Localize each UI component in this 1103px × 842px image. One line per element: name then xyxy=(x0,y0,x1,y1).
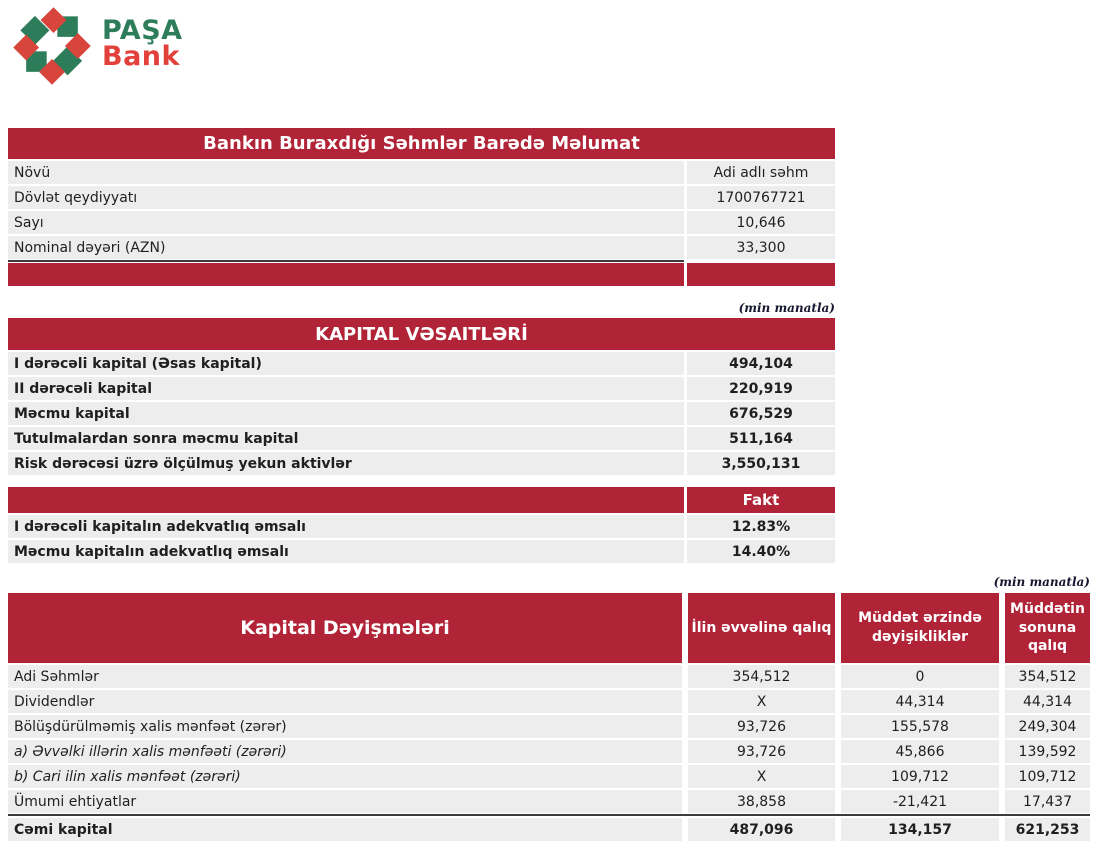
table-row xyxy=(8,790,1090,813)
row-label: II dərəcəli kapital xyxy=(8,377,684,400)
row-value: 220,919 xyxy=(687,377,835,400)
row-label: Ümumi ehtiyatlar xyxy=(8,790,682,813)
row-label: Növü xyxy=(8,161,684,184)
row-value: 93,726 xyxy=(688,740,835,763)
table-row xyxy=(8,452,835,475)
row-label: Sayı xyxy=(8,211,684,234)
table-row xyxy=(8,740,1090,763)
column-header-closing-balance: Müddətin sonuna qalıq xyxy=(1005,593,1090,663)
shares-info-divider xyxy=(8,260,835,262)
pasha-bank-logo-icon xyxy=(14,8,90,84)
row-value: 17,437 xyxy=(1005,790,1090,813)
row-label: Məcmu kapital xyxy=(8,402,684,425)
table-row xyxy=(8,186,835,209)
row-label: I dərəcəli kapital (Əsas kapital) xyxy=(8,352,684,375)
pasha-bank-wordmark xyxy=(102,8,183,71)
row-value: 109,712 xyxy=(841,765,999,788)
row-value: 3,550,131 xyxy=(687,452,835,475)
logo-word-bank: Bank xyxy=(102,41,180,73)
table-row xyxy=(8,236,835,259)
pasha-bank-logo xyxy=(14,8,1103,88)
row-value: 10,646 xyxy=(687,211,835,234)
row-value: X xyxy=(688,765,835,788)
row-value: 109,712 xyxy=(1005,765,1090,788)
row-label: I dərəcəli kapitalın adekvatlıq əmsalı xyxy=(8,515,684,538)
row-value: 33,300 xyxy=(687,236,835,259)
row-value: Adi adlı səhm xyxy=(687,161,835,184)
adequacy-ratios-header xyxy=(8,487,835,513)
capital-changes-table xyxy=(8,593,1090,842)
footer-bar-right xyxy=(687,263,835,286)
row-label: Cəmi kapital xyxy=(8,818,682,841)
shares-info-footer-bar xyxy=(8,263,835,286)
logo-word-pasha: PAŞA xyxy=(102,15,183,46)
row-value: 494,104 xyxy=(687,352,835,375)
table-row xyxy=(8,427,835,450)
row-label: Nominal dəyəri (AZN) xyxy=(8,236,684,259)
row-value: -21,421 xyxy=(841,790,999,813)
table-row xyxy=(8,515,835,538)
row-value: 14.40% xyxy=(687,540,835,563)
row-value: X xyxy=(688,690,835,713)
row-value: 487,096 xyxy=(688,818,835,841)
row-value: 511,164 xyxy=(687,427,835,450)
row-label: Məcmu kapitalın adekvatlıq əmsalı xyxy=(8,540,684,563)
capital-changes-title: Kapital Dəyişmələri xyxy=(8,593,682,663)
table-row xyxy=(8,352,835,375)
capital-resources-rows xyxy=(8,352,835,475)
capital-resources-title: KAPITAL VƏSAITLƏRİ xyxy=(8,318,835,350)
row-value: 0 xyxy=(841,665,999,688)
shares-info-rows xyxy=(8,161,835,259)
shares-info-table xyxy=(8,128,835,286)
units-note-1: (min manatla) xyxy=(738,301,835,315)
table-row xyxy=(8,540,835,563)
header-empty-cell xyxy=(8,487,684,513)
table-row xyxy=(8,765,1090,788)
capital-resources-table xyxy=(8,318,835,475)
shares-info-title: Bankın Buraxdığı Səhmlər Barədə Məlumat xyxy=(8,128,835,159)
footer-bar-left xyxy=(8,263,684,286)
table-row xyxy=(8,665,1090,688)
table-row xyxy=(8,161,835,184)
table-row xyxy=(8,818,1090,841)
row-value: 44,314 xyxy=(1005,690,1090,713)
row-value: 354,512 xyxy=(1005,665,1090,688)
row-label: b) Cari ilin xalis mənfəət (zərəri) xyxy=(8,765,682,788)
row-value: 45,866 xyxy=(841,740,999,763)
row-label: Adi Səhmlər xyxy=(8,665,682,688)
row-label: Tutulmalardan sonra məcmu kapital xyxy=(8,427,684,450)
row-value: 44,314 xyxy=(841,690,999,713)
row-value: 93,726 xyxy=(688,715,835,738)
row-label: a) Əvvəlki illərin xalis mənfəəti (zərəri) xyxy=(8,740,682,763)
row-label: Dividendlər xyxy=(8,690,682,713)
row-value: 155,578 xyxy=(841,715,999,738)
table-row xyxy=(8,402,835,425)
adequacy-ratios-table xyxy=(8,487,835,563)
capital-changes-header xyxy=(8,593,1090,663)
table-row xyxy=(8,377,835,400)
column-header-opening-balance: İlin əvvəlinə qalıq xyxy=(688,593,835,663)
row-value: 676,529 xyxy=(687,402,835,425)
row-label: Risk dərəcəsi üzrə ölçülmuş yekun aktivlər xyxy=(8,452,684,475)
table-row xyxy=(8,715,1090,738)
column-header-period-changes: Müddət ərzində dəyişikliklər xyxy=(841,593,999,663)
total-divider xyxy=(8,814,1090,816)
row-value: 621,253 xyxy=(1005,818,1090,841)
fakt-column-header: Fakt xyxy=(687,487,835,513)
capital-changes-rows xyxy=(8,665,1090,841)
row-value: 12.83% xyxy=(687,515,835,538)
row-value: 134,157 xyxy=(841,818,999,841)
table-row xyxy=(8,211,835,234)
adequacy-ratios-rows xyxy=(8,515,835,563)
row-label: Bölüşdürülməmiş xalis mənfəət (zərər) xyxy=(8,715,682,738)
row-value: 139,592 xyxy=(1005,740,1090,763)
row-value: 354,512 xyxy=(688,665,835,688)
units-note-2: (min manatla) xyxy=(993,575,1090,589)
row-value: 1700767721 xyxy=(687,186,835,209)
row-value: 249,304 xyxy=(1005,715,1090,738)
row-label: Dövlət qeydiyyatı xyxy=(8,186,684,209)
row-value: 38,858 xyxy=(688,790,835,813)
table-row xyxy=(8,690,1090,713)
